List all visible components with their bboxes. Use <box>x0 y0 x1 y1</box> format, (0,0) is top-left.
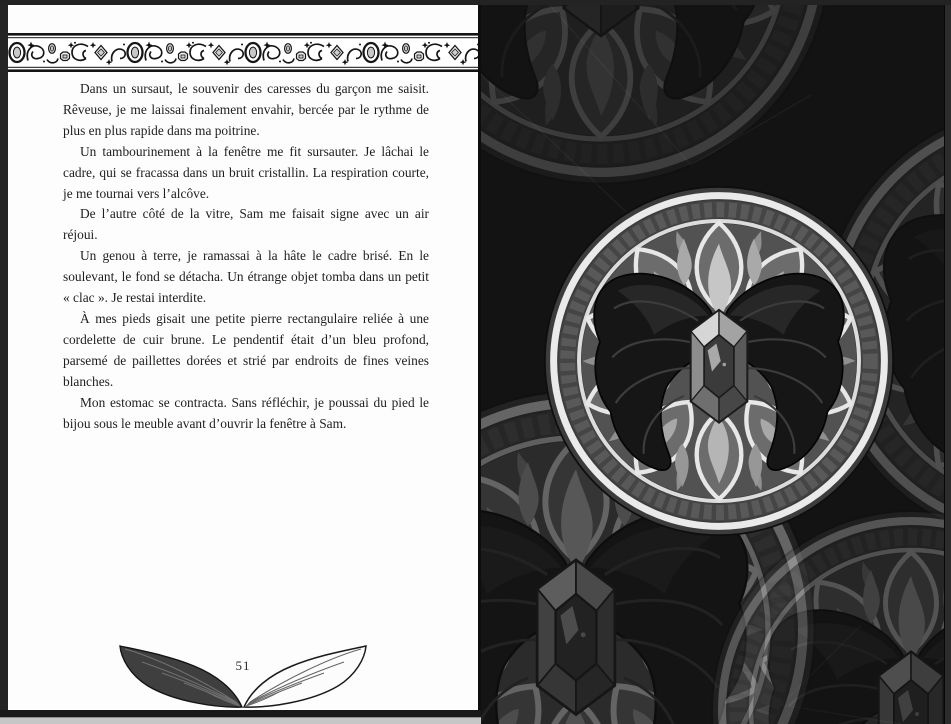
right-cover <box>481 5 951 724</box>
bottom-frame-bar <box>0 710 481 717</box>
body-paragraph: Dans un sursaut, le souvenir des caresses du garçon me saisit. Rêveuse, je me laissai finalement envahir, bercée par le rythme de plus en plus rapide dans ma poitrine. <box>63 81 429 138</box>
cover-spine-edge <box>944 5 951 724</box>
left-frame-edge <box>0 5 8 710</box>
body-paragraph: Un tambourinement à la fenêtre me fit sursauter. Je lâchai le cadre, qui se fracassa dans un bruit cristallin. La respiration courte, je me tournai vers l’alcôve. <box>63 143 429 201</box>
next-page-edge <box>0 717 481 724</box>
page-text <box>63 79 429 434</box>
body-paragraph: De l’autre côté de la vitre, Sam me faisait signe avec un air réjoui. <box>63 206 429 243</box>
body-paragraph: À mes pieds gisait une petite pierre rectangulaire reliée à une cordelette de cuir brune. Le pendentif était d’un bleu profond, parsemé de paillettes dorées et strié par endroits de fines veines blanches. <box>63 310 429 389</box>
ornamental-border-icon <box>8 33 478 72</box>
wings-ornament-icon <box>115 641 371 710</box>
body-paragraph: Un genou à terre, je ramassai à la hâte le cadre brisé. En le soulevant, le fond se détacha. Un étrange objet tomba dans un petit « clac ». Je restai interdite. <box>63 248 429 306</box>
page-number: 51 <box>235 658 251 673</box>
body-paragraph: Mon estomac se contracta. Sans réfléchir, je poussai du pied le bijou sous le meuble avant d’ouvrir la fenêtre à Sam. <box>63 394 429 431</box>
top-frame-bar <box>0 0 951 5</box>
left-page <box>8 5 478 710</box>
stained-glass-emblem-icon <box>481 5 951 724</box>
